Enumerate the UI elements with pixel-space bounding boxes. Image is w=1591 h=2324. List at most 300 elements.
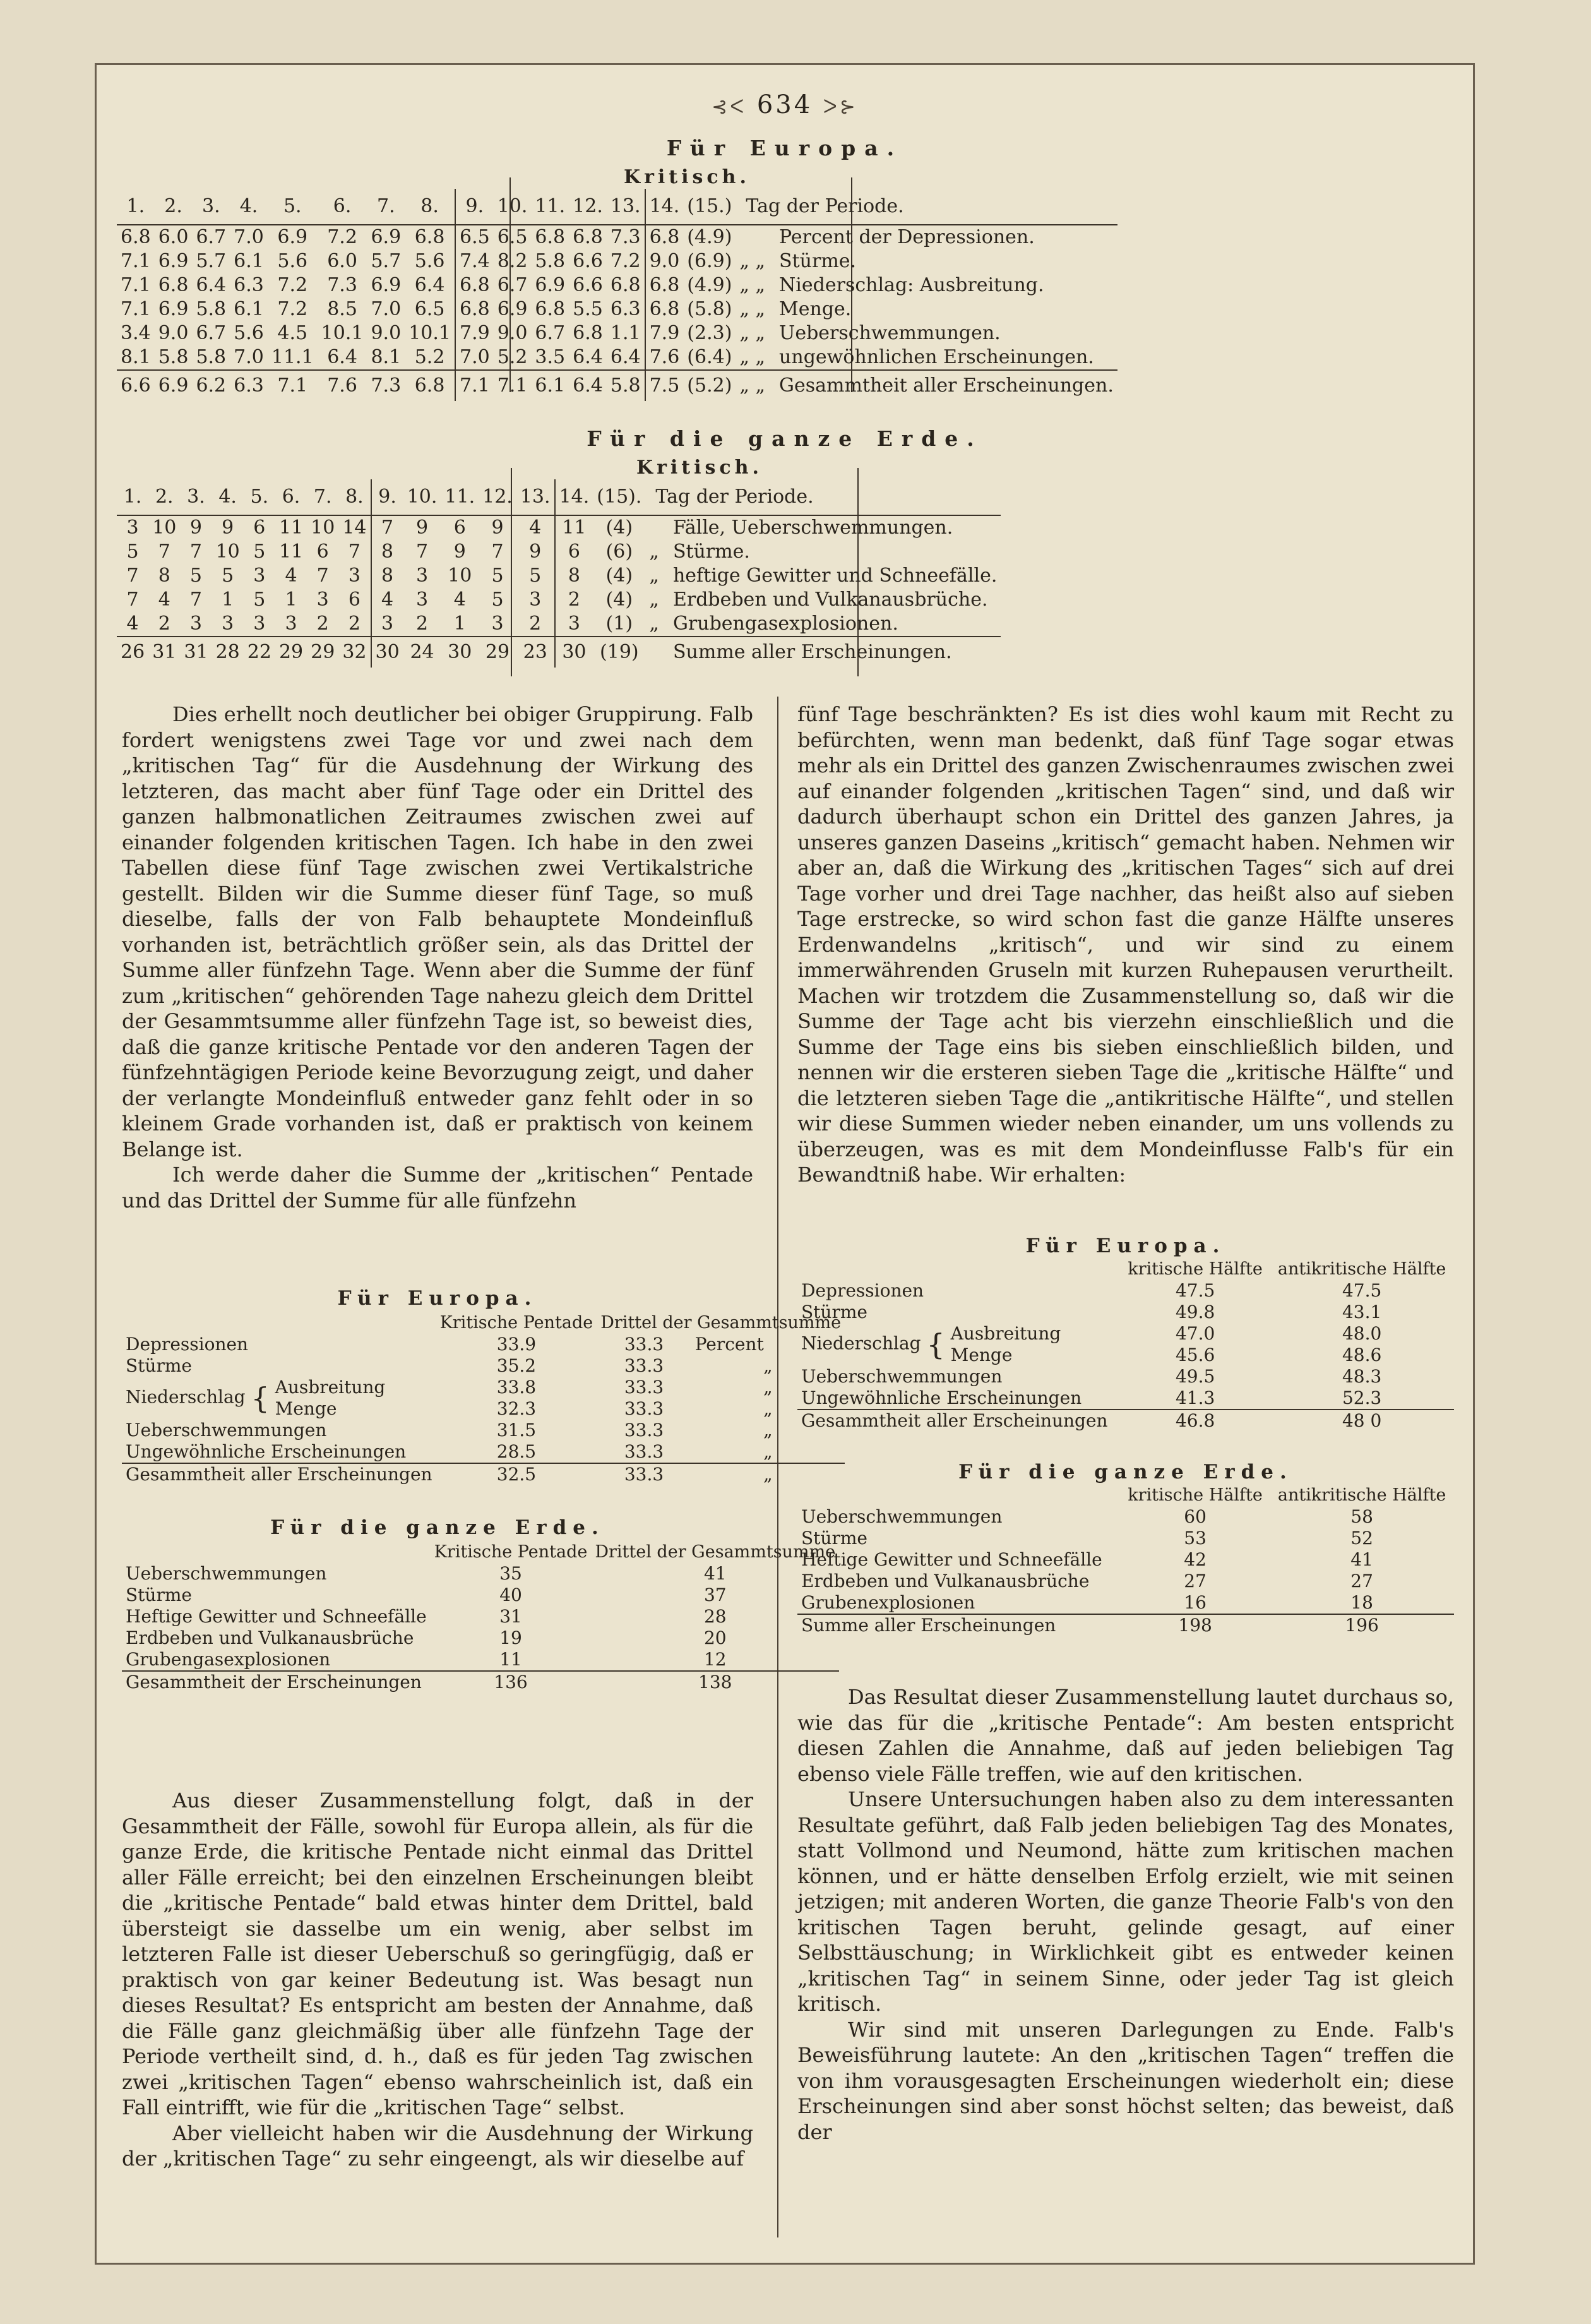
- cell-value: 6.3: [230, 370, 268, 401]
- halves-earth-table: [797, 1485, 1454, 1636]
- column-header: 1.: [123, 486, 142, 508]
- pentade-europe-header-2: Drittel der Gesammtsumme: [600, 1313, 842, 1333]
- cell-value: 6.1: [234, 250, 264, 272]
- cell-value: 6.9: [367, 225, 405, 249]
- cell-value: 30: [555, 637, 593, 668]
- brace-icon: {: [251, 1381, 270, 1415]
- cell-value: 6.4: [610, 346, 641, 368]
- cell-value: 9: [180, 515, 212, 540]
- ditto-mark: „: [763, 1420, 773, 1441]
- pentade-earth-grid: [122, 1542, 839, 1693]
- niederschlag-group-label: [122, 1377, 436, 1420]
- cell-value: 6: [244, 515, 275, 540]
- row-label: Grubengasexplosionen.: [672, 613, 898, 635]
- cell-value: 5: [253, 541, 266, 563]
- ditto-mark: [645, 637, 663, 668]
- cell-value: 7: [491, 541, 504, 563]
- third-value: 33.3: [624, 1398, 664, 1419]
- cell-value: (4): [605, 589, 633, 611]
- column-header: 4.: [239, 195, 258, 217]
- anticritical-half-value: 48.3: [1342, 1366, 1382, 1387]
- cell-value: 6.4: [569, 370, 607, 401]
- ditto-mark: „ „: [739, 298, 766, 320]
- table-row: [797, 1387, 1454, 1410]
- pentade-value: 32.3: [496, 1398, 537, 1419]
- cell-value: 4: [516, 515, 555, 540]
- cell-value: 5.6: [234, 322, 264, 344]
- cell-value: 6.8: [645, 225, 684, 249]
- cell-value: 3: [348, 565, 361, 587]
- cell-value: 6.9: [535, 274, 566, 296]
- total-b: 196: [1270, 1614, 1454, 1636]
- table-row: [122, 1355, 845, 1377]
- left-text-block-2: [122, 1788, 753, 2172]
- table-row: [122, 1334, 845, 1355]
- earth-period-table: [117, 479, 1001, 668]
- column-header: 3.: [187, 486, 205, 508]
- value-a: 27: [1184, 1571, 1207, 1591]
- pentade-earth-title: Für die ganze Erde.: [270, 1516, 605, 1539]
- anticritical-half-value: 43.1: [1342, 1302, 1382, 1322]
- cell-value: 6: [441, 515, 479, 540]
- column-header: 12.: [573, 195, 603, 217]
- row-label: Grubenexplosionen: [801, 1592, 975, 1613]
- cell-value: 7.2: [610, 250, 641, 272]
- europe-period-table: [117, 189, 1117, 401]
- pentade-value: 28.5: [496, 1441, 537, 1462]
- ornament-left-icon: ⊰ᐸ: [712, 96, 747, 118]
- cell-value: 5.6: [277, 250, 308, 272]
- pentade-earth-header-2: Drittel der Gesammtsumme: [595, 1542, 836, 1562]
- table-row: [122, 1441, 845, 1463]
- cell-value: 10: [215, 541, 240, 563]
- cell-value: 6.7: [497, 274, 528, 296]
- table-row: [122, 1563, 839, 1584]
- cell-value: 6.4: [414, 274, 445, 296]
- cell-value: 3: [416, 589, 429, 611]
- total-label: Summe aller Erscheinungen: [797, 1614, 1121, 1636]
- value-b: 41: [703, 1563, 727, 1584]
- column-header: 8.: [420, 195, 439, 217]
- table-row: [797, 1592, 1454, 1614]
- cell-value: 7.2: [277, 274, 308, 296]
- row-label: Heftige Gewitter und Schneefälle: [126, 1606, 427, 1627]
- cell-value: 8: [371, 564, 403, 588]
- cell-value: 10: [148, 515, 180, 540]
- cell-value: 6.8: [531, 225, 569, 249]
- cell-value: 7.6: [318, 370, 367, 401]
- cell-value: 6.7: [535, 322, 566, 344]
- cell-value: 7: [189, 589, 203, 611]
- table-row: [122, 1420, 845, 1441]
- cell-value: 6.9: [155, 370, 193, 401]
- column-header: 9.: [371, 479, 403, 515]
- row-label: Ausbreitung: [275, 1377, 386, 1398]
- cell-value: 7.1: [455, 370, 494, 401]
- critical-half-value: 49.5: [1175, 1366, 1215, 1387]
- value-a: 60: [1184, 1506, 1207, 1527]
- cell-value: 14: [338, 515, 371, 540]
- cell-value: 7: [126, 565, 139, 587]
- pentade-earth-table: [122, 1542, 836, 1693]
- total-row: [122, 1463, 845, 1485]
- column-header: 12.: [482, 486, 513, 508]
- cell-value: 6.6: [573, 250, 603, 272]
- total-a: 198: [1121, 1614, 1270, 1636]
- row-label: Stürme: [801, 1528, 867, 1548]
- row-label: Depressionen: [126, 1334, 249, 1355]
- cell-value: 8.1: [371, 346, 402, 368]
- value-b: 37: [703, 1584, 727, 1605]
- cell-value: 6.8: [573, 322, 603, 344]
- cell-value: 6.8: [455, 273, 494, 297]
- row-label: Summe aller Erscheinungen.: [663, 637, 1001, 668]
- cell-value: 7.9: [455, 321, 494, 345]
- total-row: [117, 637, 1001, 668]
- row-label: Stürme: [126, 1355, 192, 1376]
- europe-table-title: Für Europa.: [666, 136, 903, 160]
- table-row: [117, 612, 1001, 637]
- halves-europe-header-2: antikritische Hälfte: [1277, 1259, 1446, 1279]
- cell-value: 5.5: [573, 298, 603, 320]
- cell-value: 8.5: [327, 298, 357, 320]
- cell-value: 7.9: [645, 321, 684, 345]
- table-row: [122, 1377, 845, 1398]
- table-row: [117, 588, 1001, 612]
- third-value: 33.3: [624, 1377, 664, 1398]
- cell-value: 6.2: [192, 370, 230, 401]
- cell-value: (6.4): [687, 346, 732, 368]
- left-paragraph-2: Ich werde daher die Summe der „kritischen“ Pentade und das Drittel der Summe für alle fünfzehn: [122, 1163, 753, 1213]
- cell-value: 3: [371, 612, 403, 637]
- right-paragraph-3: Unsere Untersuchungen haben also zu dem interessanten Resultate geführt, daß Falb jeden beliebigen Tag des Monates, statt Vollmond und Neumond, hätte zum kritischen machen können, und er hätte denselben Erfolg erzielt, wie mit seinen jetzigen; mit anderen Worten, die ganze Theorie Falb's von den kritischen Tagen beruht, gelinde gesagt, auf einer Selbsttäuschung; in Wirklichkeit gibt es entweder keinen „kritischen Tag“ in seinem Sinne, oder jeder Tag ist gleich kritisch.: [797, 1787, 1454, 2016]
- row-label: Stürme: [801, 1302, 867, 1322]
- cell-value: 7: [371, 515, 403, 540]
- value-a: 31: [499, 1606, 522, 1627]
- page-number: 634: [756, 90, 813, 119]
- cell-value: 8: [555, 564, 593, 588]
- cell-value: 1: [222, 589, 234, 611]
- critical-half-value: 45.6: [1175, 1345, 1215, 1365]
- cell-value: 28: [212, 637, 244, 668]
- third-value: 33.3: [624, 1441, 664, 1462]
- cell-value: 7.1: [494, 370, 532, 401]
- cell-value: 5.2: [414, 346, 445, 368]
- halves-europe-header-1: kritische Hälfte: [1128, 1259, 1263, 1279]
- cell-value: 5.6: [414, 250, 445, 272]
- ditto-mark: „: [763, 1441, 773, 1462]
- table-row: [797, 1302, 1454, 1323]
- ditto-mark: „: [763, 1377, 773, 1398]
- value-b: 58: [1350, 1506, 1373, 1527]
- cell-value: 5: [529, 565, 542, 587]
- cell-value: 7.0: [371, 298, 402, 320]
- row-label: ungewöhnlichen Erscheinungen.: [779, 346, 1094, 368]
- row-label: Ueberschwemmungen: [126, 1420, 327, 1441]
- header-row: [117, 189, 1117, 225]
- anticritical-half-value: 48.6: [1342, 1345, 1382, 1365]
- cell-value: 11: [278, 541, 304, 563]
- row-label: Grubengasexplosionen: [126, 1649, 331, 1670]
- cell-value: 6.8: [569, 225, 607, 249]
- cell-value: 7.3: [327, 274, 357, 296]
- cell-value: 7.1: [121, 298, 151, 320]
- cell-value: 5.7: [196, 250, 227, 272]
- row-label: Erdbeben und Vulkanausbrüche.: [672, 589, 988, 611]
- ditto-mark: „ „: [739, 322, 766, 344]
- pentade-value: 35.2: [496, 1355, 537, 1376]
- cell-value: 9: [529, 541, 542, 563]
- unit-label: Percent: [694, 1334, 764, 1355]
- column-header: 6.: [282, 486, 301, 508]
- row-label: Ueberschwemmungen: [126, 1563, 327, 1584]
- value-b: 52: [1350, 1528, 1373, 1548]
- table-row: [117, 249, 1117, 273]
- anticritical-half-total: 48 0: [1270, 1410, 1454, 1432]
- anticritical-half-value: 47.5: [1342, 1280, 1382, 1301]
- column-header: 11.: [444, 486, 475, 508]
- cell-value: 6.4: [327, 346, 357, 368]
- value-a: 42: [1184, 1549, 1207, 1570]
- value-b: 20: [703, 1627, 727, 1648]
- column-header: 1.: [126, 195, 145, 217]
- total-label: Gesammtheit aller Erscheinungen: [122, 1463, 436, 1485]
- third-total: 33.3: [597, 1463, 691, 1485]
- critical-half-total: 46.8: [1121, 1410, 1270, 1432]
- total-row: [117, 370, 1117, 401]
- cell-value: 6.9: [371, 274, 402, 296]
- cell-value: 24: [403, 637, 441, 668]
- cell-value: 7: [158, 541, 170, 563]
- cell-value: 32: [338, 637, 371, 668]
- cell-value: 7: [416, 541, 429, 563]
- cell-value: 6.6: [117, 370, 155, 401]
- page-number-line: [97, 90, 1473, 119]
- cell-value: 9.0: [497, 322, 528, 344]
- cell-value: 6.4: [196, 274, 227, 296]
- ornament-right-icon: ᐳ⊱: [823, 96, 858, 118]
- cell-value: 4: [371, 588, 403, 612]
- cell-value: 6.5: [494, 225, 532, 249]
- column-header: 7.: [313, 486, 332, 508]
- table-row: [797, 1366, 1454, 1387]
- cell-value: 23: [516, 637, 555, 668]
- critical-half-value: 47.5: [1175, 1280, 1215, 1301]
- cell-value: 6.3: [610, 298, 641, 320]
- cell-value: 6.7: [196, 322, 227, 344]
- cell-value: 30: [371, 637, 403, 668]
- value-a: 40: [499, 1584, 522, 1605]
- ditto-mark: „: [649, 565, 659, 587]
- cell-value: 9.0: [158, 322, 189, 344]
- cell-value: 6.9: [268, 225, 318, 249]
- cell-value: 29: [307, 637, 338, 668]
- cell-value: 11.1: [271, 346, 314, 368]
- halves-earth-grid: [797, 1485, 1454, 1636]
- cell-value: 6.3: [234, 274, 264, 296]
- cell-value: 6.5: [455, 225, 494, 249]
- cell-value: 5: [126, 541, 139, 563]
- row-label: Stürme: [126, 1584, 192, 1605]
- cell-value: 5.8: [196, 298, 227, 320]
- row-label: Stürme.: [779, 250, 857, 272]
- cell-value: (4): [605, 565, 633, 587]
- cell-value: 9: [453, 541, 466, 563]
- cell-value: 4: [126, 613, 139, 635]
- total-row: [797, 1614, 1454, 1636]
- cell-value: 6.6: [573, 274, 603, 296]
- right-text-block-1: [797, 702, 1454, 1188]
- critical-half-value: 49.8: [1175, 1302, 1215, 1322]
- cell-value: 10.1: [408, 322, 451, 344]
- cell-value: 6: [316, 541, 329, 563]
- halves-earth-header-1: kritische Hälfte: [1128, 1485, 1263, 1505]
- cell-value: 10: [307, 515, 338, 540]
- halves-europe-table: [797, 1259, 1454, 1432]
- column-header: 2.: [155, 486, 174, 508]
- cell-value: 5.2: [497, 346, 528, 368]
- cell-value: 3: [253, 565, 266, 587]
- value-a: 11: [499, 1649, 522, 1670]
- cell-value: (4.9): [687, 274, 732, 296]
- right-paragraph-1: fünf Tage beschränkten? Es ist dies wohl kaum mit Recht zu befürchten, wenn man bedenkt, daß fünf Tage sogar etwas mehr als ein Drittel des ganzen Zwischenraumes zwischen zwei auf einander folgenden „kritischen Tagen“ sind, und daß wir dadurch überhaupt schon ein Drittel des ganzen Jahres, ja unseres ganzen Daseins „kritisch“ gemacht haben. Nehmen wir aber an, daß die Wirkung des „kritischen Tages“ sich auf drei Tage vorher und drei Tage nachher, das heißt also auf sieben Tage erstrecke, so wird schon fast die ganze Hälfte unseres Erdenwandelns „kritisch“, und wir sind zu einem immerwährenden Gruseln mit kurzen Ruhepausen verurtheilt. Machen wir trotzdem die Zusammenstellung so, daß wir die Summe der Tage acht bis vierzehn einschließlich und die Summe der Tage eins bis sieben einschließlich bilden, und nennen wir die ersteren sieben Tage die „kritische Hälfte“ und die letzteren sieben Tage die „antikritische Hälfte“, und stellen wir diese Summen wieder neben einander, um uns vollends zu überzeugen, was es mit dem Mondeinflusse Falb's für ein Bewandtniß habe. Wir erhalten:: [797, 702, 1454, 1187]
- cell-value: 3: [117, 515, 148, 540]
- cell-value: (6): [605, 541, 633, 563]
- cell-value: 2: [529, 613, 542, 635]
- pentade-earth-header-1: Kritische Pentade: [434, 1542, 588, 1562]
- ditto-mark: [645, 515, 663, 540]
- cell-value: 3: [416, 565, 429, 587]
- ditto-mark: „: [649, 613, 659, 635]
- row-label: Ueberschwemmungen: [801, 1366, 1003, 1387]
- cell-value: (4.9): [683, 225, 736, 249]
- cell-value: 6.8: [610, 274, 641, 296]
- cell-value: 5.8: [196, 346, 227, 368]
- table-row: [797, 1280, 1454, 1302]
- total-label: Gesammtheit aller Erscheinungen: [797, 1410, 1121, 1432]
- cell-value: (4): [593, 515, 645, 540]
- cell-value: 9: [212, 515, 244, 540]
- ditto-mark: „: [649, 589, 659, 611]
- cell-value: 6.8: [117, 225, 155, 249]
- row-label: Erdbeben und Vulkanausbrüche: [801, 1571, 1090, 1591]
- cell-value: 6.0: [155, 225, 193, 249]
- row-label: Menge: [950, 1345, 1013, 1365]
- cell-value: 8: [158, 565, 170, 587]
- pentade-value: 33.9: [496, 1334, 537, 1355]
- day-header: Tag der Periode.: [655, 486, 814, 508]
- europe-kritisch-label: Kritisch.: [624, 166, 750, 188]
- table-row: [797, 1528, 1454, 1549]
- cell-value: 6.8: [158, 274, 189, 296]
- halves-earth-header-2: antikritische Hälfte: [1277, 1485, 1446, 1505]
- cell-value: (5.8): [687, 298, 732, 320]
- table-row: [122, 1649, 839, 1671]
- cell-value: 2: [555, 588, 593, 612]
- total-label: Gesammtheit der Erscheinungen: [122, 1671, 431, 1693]
- cell-value: 6.1: [234, 298, 264, 320]
- row-label: Heftige Gewitter und Schneefälle: [801, 1549, 1102, 1570]
- left-text-block-1: [122, 702, 753, 1213]
- table-row: [797, 1506, 1454, 1528]
- ditto-mark: „ „: [739, 346, 766, 368]
- cell-value: 8.2: [497, 250, 528, 272]
- cell-value: 9.0: [371, 322, 402, 344]
- column-header: 11.: [535, 195, 566, 217]
- table-row: [797, 1571, 1454, 1592]
- cell-value: 10: [448, 565, 472, 587]
- row-label: Depressionen: [801, 1280, 924, 1301]
- cell-value: 10.1: [321, 322, 364, 344]
- table-row: [117, 564, 1001, 588]
- cell-value: 6.8: [645, 273, 684, 297]
- cell-value: 3.5: [535, 346, 566, 368]
- cell-value: 3.4: [121, 322, 151, 344]
- brace-icon: {: [926, 1327, 945, 1362]
- earth-kritisch-label: Kritisch.: [636, 457, 763, 479]
- cell-value: 7.3: [607, 225, 645, 249]
- left-paragraph-4: Aber vielleicht haben wir die Ausdehnung der Wirkung der „kritischen Tage“ zu sehr eingeengt, als wir dieselbe auf: [122, 2121, 753, 2171]
- value-a: 53: [1184, 1528, 1207, 1548]
- cell-value: 30: [441, 637, 479, 668]
- column-header: 6.: [333, 195, 352, 217]
- column-header: 13.: [520, 486, 551, 508]
- cell-value: 6.0: [327, 250, 357, 272]
- cell-value: 7.0: [455, 345, 494, 370]
- cell-value: 3: [253, 613, 266, 635]
- cell-value: 1.1: [610, 322, 641, 344]
- cell-value: (1): [605, 613, 633, 635]
- cell-value: 9.0: [645, 249, 684, 273]
- column-header: 5.: [283, 195, 302, 217]
- cell-value: 7.3: [367, 370, 405, 401]
- right-paragraph-2: Das Resultat dieser Zusammenstellung lautet durchaus so, wie das für die „kritische Pentade“: Am besten entspricht diesen Zahlen die Annahme, daß auf jeden beliebigen Tag ebenso viele Fälle treffen, wie auf den kritischen.: [797, 1685, 1454, 1786]
- cell-value: 5.8: [535, 250, 566, 272]
- cell-value: 7.2: [277, 298, 308, 320]
- cell-value: 5.8: [158, 346, 189, 368]
- row-label: Ausbreitung: [950, 1323, 1061, 1344]
- cell-value: 3: [555, 612, 593, 637]
- cell-value: 7.4: [455, 249, 494, 273]
- earth-table-title: Für die ganze Erde.: [587, 426, 983, 451]
- cell-value: 1: [453, 613, 466, 635]
- column-header: 14.: [645, 189, 684, 225]
- newspaper-page: [95, 63, 1475, 2265]
- cell-value: (6.9): [687, 250, 732, 272]
- cell-value: (19): [593, 637, 645, 668]
- third-value: 33.3: [624, 1355, 664, 1376]
- cell-value: 2: [348, 613, 361, 635]
- europe-period-grid: [117, 189, 1117, 401]
- table-row: [117, 273, 1117, 297]
- cell-value: 3: [285, 613, 297, 635]
- row-label: Niederschlag: Ausbreitung.: [779, 274, 1044, 296]
- cell-value: 7.6: [645, 345, 684, 370]
- cell-value: 6.8: [405, 225, 455, 249]
- column-header: 3.: [201, 195, 220, 217]
- cell-value: 5.7: [371, 250, 402, 272]
- value-b: 28: [703, 1606, 727, 1627]
- halves-europe-grid: [797, 1259, 1454, 1432]
- column-header: 9.: [455, 189, 494, 225]
- row-label: Ungewöhnliche Erscheinungen: [126, 1441, 407, 1462]
- column-header: 14.: [555, 479, 593, 515]
- value-a: 19: [499, 1627, 522, 1648]
- cell-value: 6.9: [497, 298, 528, 320]
- niederschlag-label: Niederschlag: [126, 1386, 246, 1408]
- cell-value: 5: [253, 589, 266, 611]
- table-row: [117, 321, 1117, 345]
